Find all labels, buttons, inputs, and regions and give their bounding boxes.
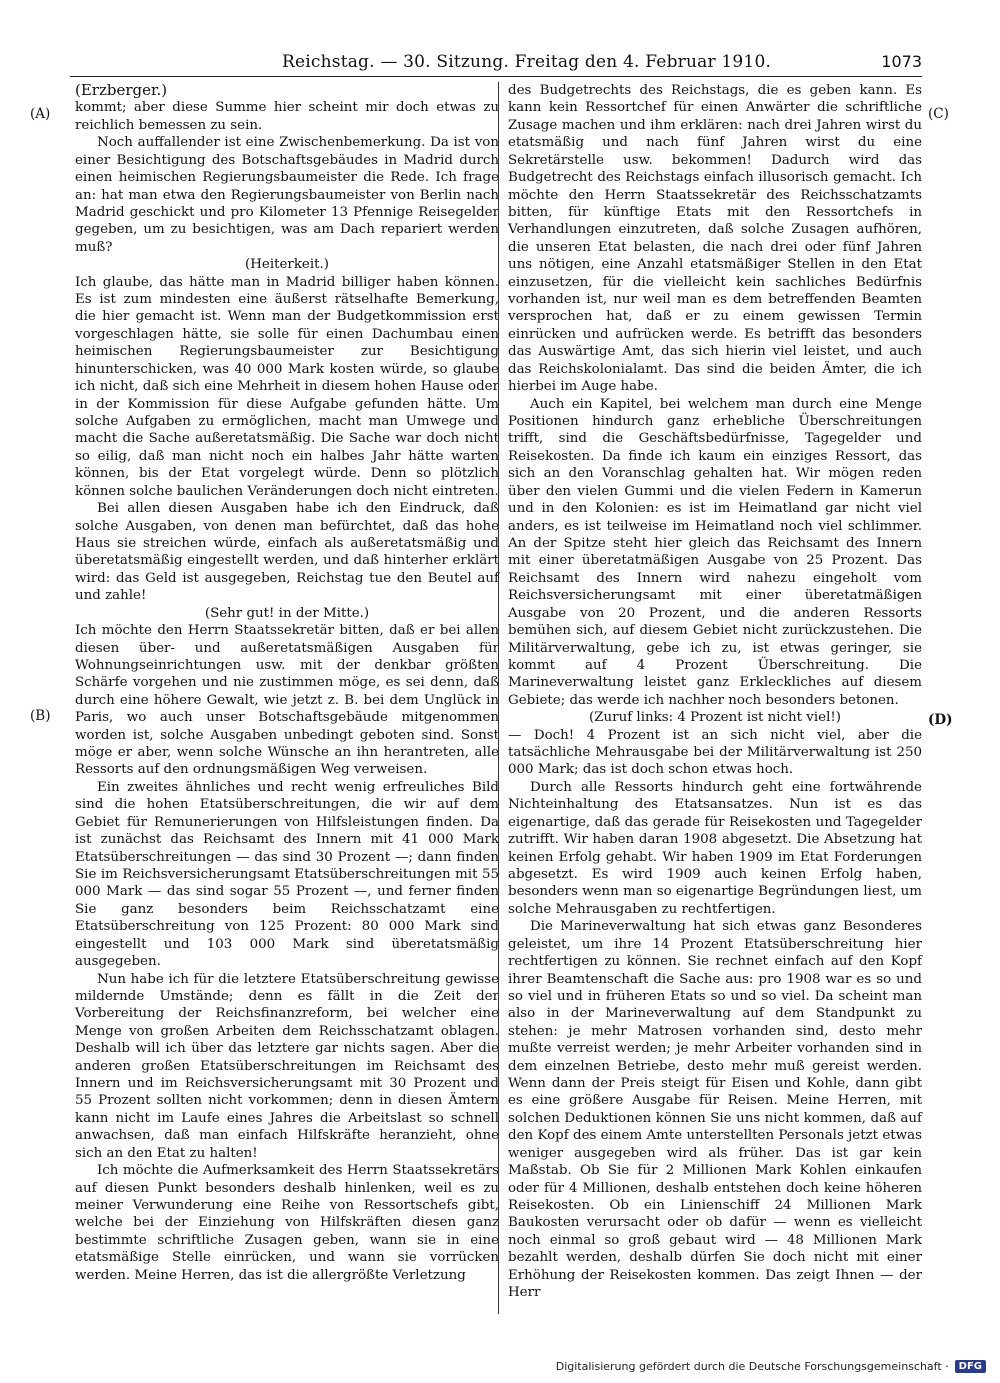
margin-marker-a: (A) (30, 106, 51, 122)
paragraph: des Budgetrechts des Reichstags, die es geben kann. Es kann kein Ressortchef für einen Anwärter die schriftliche Zusage machen und ihm erklären: nach drei Jahren wirst du etatsmäßig und nach fünf Jahren wirst du eine Sekretärstelle usw. bekommen! Dadurch wird das Budgetrecht des Reichstags einfach illusorisch gemacht. Ich möchte den Herrn Staatssekretär des Reichsschatzamts bitten, für künftige Etats mit den Ressortchefs in Verhandlungen einzutreten, daß solche Zusagen aufhören, die unseren Etat belasten, die nach drei oder fünf Jahren uns nötigen, eine Anzahl etatsmäßiger Stellen in den Etat einzusetzen, für die vielleicht kein sachliches Bedürfnis vorhanden ist, nur weil man es dem betreffenden Beamten versprochen hat, daß er zu einem gewissen Termin einrücken und aufrücken werde. Es betrifft das besonders das Auswärtige Amt, das sich hierin viel leistet, und auch das Reichskolonialamt. Das sind die beiden Ämter, die ich hierbei im Auge habe. (508, 83, 922, 395)
reaction: (Zuruf links: 4 Prozent ist nicht viel!) (589, 710, 841, 726)
paragraph: Ein zweites ähnliches und recht wenig erfreuliches Bild sind die hohen Etatsüberschreitungen, die wir auf dem Gebiet für Remunerierungen von Hilfsleistungen finden. Da ist zunächst das Reichsamt des Innern mit 41 000 Mark Etatsüberschreitungen — das sind 30 Prozent —; dann finden Sie im Reichsversicherungsamt Etatsüberschreitungen mit 55 000 Mark — das sind sogar 55 Prozent —, und ferner finden Sie ganz besonders beim Reichsschatzamt eine Etatsüberschreitung von 125 Prozent: 80 000 Mark sind eingestellt und 103 000 Mark sind überetatsmäßig ausgegeben. (75, 779, 499, 970)
paragraph: Auch ein Kapitel, bei welchem man durch eine Menge Positionen hindurch ganz erhebliche Überschreitungen trifft, sind die Geschäftsbedürfnisse, Tagegelder und Reisekosten. Da finde ich kaum ein einziges Ressort, das sich an den Voranschlag gehalten hat. Wir mögen reden über den vielen Gummi und die vielen Federn in Kamerun und in den Kolonien: es ist im Heimatland gar nicht viel anders, es ist teilweise im Heimatland noch viel schlimmer. An der Spitze steht hier gleich das Reichsamt des Innern mit einer überetatmäßigen Ausgabe von 25 Prozent. Das Reichsamt des Innern wird nahezu eingeholt vom Reichsversicherungsamt mit einer überetatmäßigen Ausgabe von 20 Prozent, und die anderen Ressorts bemühen sich, auf diesem Gebiet nicht zurückzustehen. Die Militärverwaltung, gebe ich zu, ist etwas geringer, sie kommt auf 4 Prozent Überschreitung. Die Marineverwaltung leistet ganz Erkleckliches auf diesem Gebiete; das werde ich nachher noch besonders betonen. (508, 396, 922, 708)
page-header (70, 52, 922, 77)
margin-marker-b: (B) (30, 708, 51, 724)
speaker-name: (Erzberger.) (75, 81, 168, 99)
margin-marker-d: (D) (928, 712, 953, 728)
margin-marker-c: (C) (928, 106, 949, 122)
paragraph: Durch alle Ressorts hindurch geht eine fortwährende Nichteinhaltung des Etatsansatzes. Nun ist es das eigenartige, daß das gerade für Reisekosten und Tagegelder zutrifft. Wir haben daran 1908 abgesetzt. Die Absetzung hat keinen Erfolg gehabt. Wir haben 1909 im Etat Forderungen abgesetzt. Es wird 1909 auch keinen Erfolg haben, besonders wenn man so eigenartige Begründungen liest, um solche Mehrausgaben zu rechtfertigen. (508, 779, 922, 917)
paragraph: Ich möchte die Aufmerksamkeit des Herrn Staatssekretärs auf diesen Punkt besonders deshalb hinlenken, weil es zu meiner Verwunderung eine Reihe von Ressortschefs gibt, welche bei der Einziehung von Hilfskräften diesen ganz bestimmte schriftliche Zusagen geben, wann sie in eine etatsmäßige Stelle einrücken, und wann sie vorrücken werden. Meine Herren, das ist die allergrößte Verletzung (75, 1163, 499, 1283)
paragraph: Nun habe ich für die letztere Etatsüberschreitung gewisse mildernde Umstände; denn es fällt in die Zeit der Vorbereitung der Reichsfinanzreform, bei welcher eine Menge von großen Arbeiten dem Reichsschatzamt oblagen. Deshalb will ich über das letztere gar nichts sagen. Aber die anderen großen Etatsüberschreitungen im Reichsamt des Innern und im Reichsversicherungsamt mit 30 Prozent und 55 Prozent sollten nicht vorkommen; denn in diesen Ämtern kann nicht im Laufe eines Jahres die Arbeitslast so schnell anwachsen, daß man einfach Hilfskräfte heranzieht, ohne sich an den Etat zu halten! (75, 971, 499, 1161)
paragraph: Bei allen diesen Ausgaben habe ich den Eindruck, daß solche Ausgaben, von denen man befürchtet, daß das hohe Haus sie streichen würde, einfach als außeretatsmäßig und überetatsmäßig eingestellt werden, und daß hinterher erklärt wird: das Geld ist ausgegeben, Reichstag tue den Beutel auf und zahle! (75, 501, 499, 604)
reaction: (Sehr gut! in der Mitte.) (204, 605, 370, 621)
footer-text: Digitalisierung gefördert durch die Deutsche Forschungsgemeinschaft · (555, 1360, 949, 1373)
paragraph: Ich glaube, das hätte man in Madrid billiger haben können. Es ist zum mindesten eine äußerst rätselhafte Bemerkung, die hier gemacht ist. Wenn man der Budgetkommission erst vorgeschlagen hätte, sie solle für einen Dachumbau einen heimischen Regierungsbaumeister zur Besichtigung hinunterschicken, was 40 000 Mark kosten würde, so glaube ich nicht, daß sich eine Mehrheit in diesem hohen Hause oder in der Kommission für diese Aufgabe gefunden hätte. Um solche Aufgaben zu ermöglichen, macht man Umwege und macht die Sache außeretatsmäßig. Die Sache war doch nicht so eilig, daß man nicht noch ein halbes Jahr hätte warten können, bis der Etat vorgelegt würde. Denn so plötzlich können solche baulichen Veränderungen doch nicht eintreten. (75, 274, 499, 499)
paragraph: Die Marineverwaltung hat sich etwas ganz Besonderes geleistet, um ihre 14 Prozent Etatsüberschreitung hier rechtfertigen zu können. Sie rechnet einfach auf den Kopf ihrer Beamtenschaft die Sache aus: pro 1908 war es so und so viel und in früheren Etats so und so viel. Da scheint man also in der Marineverwaltung auf dem Standpunkt zu stehen: je mehr Matrosen vorhanden sind, desto mehr mußte verreist werden; je mehr Arbeiter vorhanden sind in dem einzelnen Betriebe, desto mehr muß gereist werden. Wenn dann der Preis steigt für Eisen und Kohle, dann gibt es eine größere Ausgabe für Reisen. Meine Herren, mit solchen Deduktionen können Sie uns nicht kommen, daß auf den Kopf des einem Amte unterstellten Personals jetzt etwas weniger ausgegeben wird als früher. Das ist gar kein Maßstab. Ob Sie für 2 Millionen Mark Kohlen einkaufen oder für 4 Millionen, deshalb entstehen doch keine höheren Reisekosten. Ob ein Linienschiff 24 Millionen Mark Baukosten verursacht oder ob dafür — wenn es vielleicht noch einmal so groß gebaut wird — 48 Millionen Mark bezahlt werden, deshalb dürfen Sie doch nicht mit einer Erhöhung der Reisekosten kommen. Das zeigt Ihnen — der Herr (508, 919, 922, 1301)
footer (556, 1360, 986, 1373)
left-column (75, 82, 499, 1284)
page-header-title: Reichstag. — 30. Sitzung. Freitag den 4. Februar 1910. (282, 52, 772, 72)
right-column (508, 82, 922, 1302)
page-number: 1073 (881, 52, 922, 71)
dfg-logo: DFG (955, 1360, 986, 1373)
paragraph: kommt; aber diese Summe hier scheint mir doch etwas zu reichlich bemessen zu sein. (75, 100, 499, 133)
column-divider (498, 82, 499, 1314)
paragraph: Noch auffallender ist eine Zwischenbemerkung. Da ist von einer Besichtigung des Botschaftsgebäudes in Madrid durch einen heimischen Regierungsbaumeister die Rede. Ich frage an: hat man etwa den Regierungsbaumeister von Berlin nach Madrid geschickt und pro Kilometer 13 Pfennige Reisegelder gegeben, um zu besichtigen, was am Dach repariert werden muß? (75, 135, 499, 255)
reaction: (Heiterkeit.) (245, 257, 329, 273)
paragraph: Ich möchte den Herrn Staatssekretär bitten, daß er bei allen diesen über- und außeretatsmäßigen Ausgaben für Wohnungseinrichtungen usw. mit der denkbar größten Schärfe vorgehen und nie zustimmen möge, es sei denn, daß durch eine höhere Gewalt, wie jetzt z. B. bei dem Unglück in Paris, wo auch unser Botschaftsgebäude mitgenommen worden ist, solche Ausgaben unbedingt geboten sind. Sonst möge er aber, wenn solche Wünsche an ihn herantreten, alle Ressorts auf den ordnungsmäßigen Weg verweisen. (75, 623, 499, 778)
paragraph: — Doch! 4 Prozent ist an sich nicht viel, aber die tatsächliche Mehrausgabe bei der Militärverwaltung ist 250 000 Mark; das ist doch schon etwas hoch. (508, 727, 922, 778)
